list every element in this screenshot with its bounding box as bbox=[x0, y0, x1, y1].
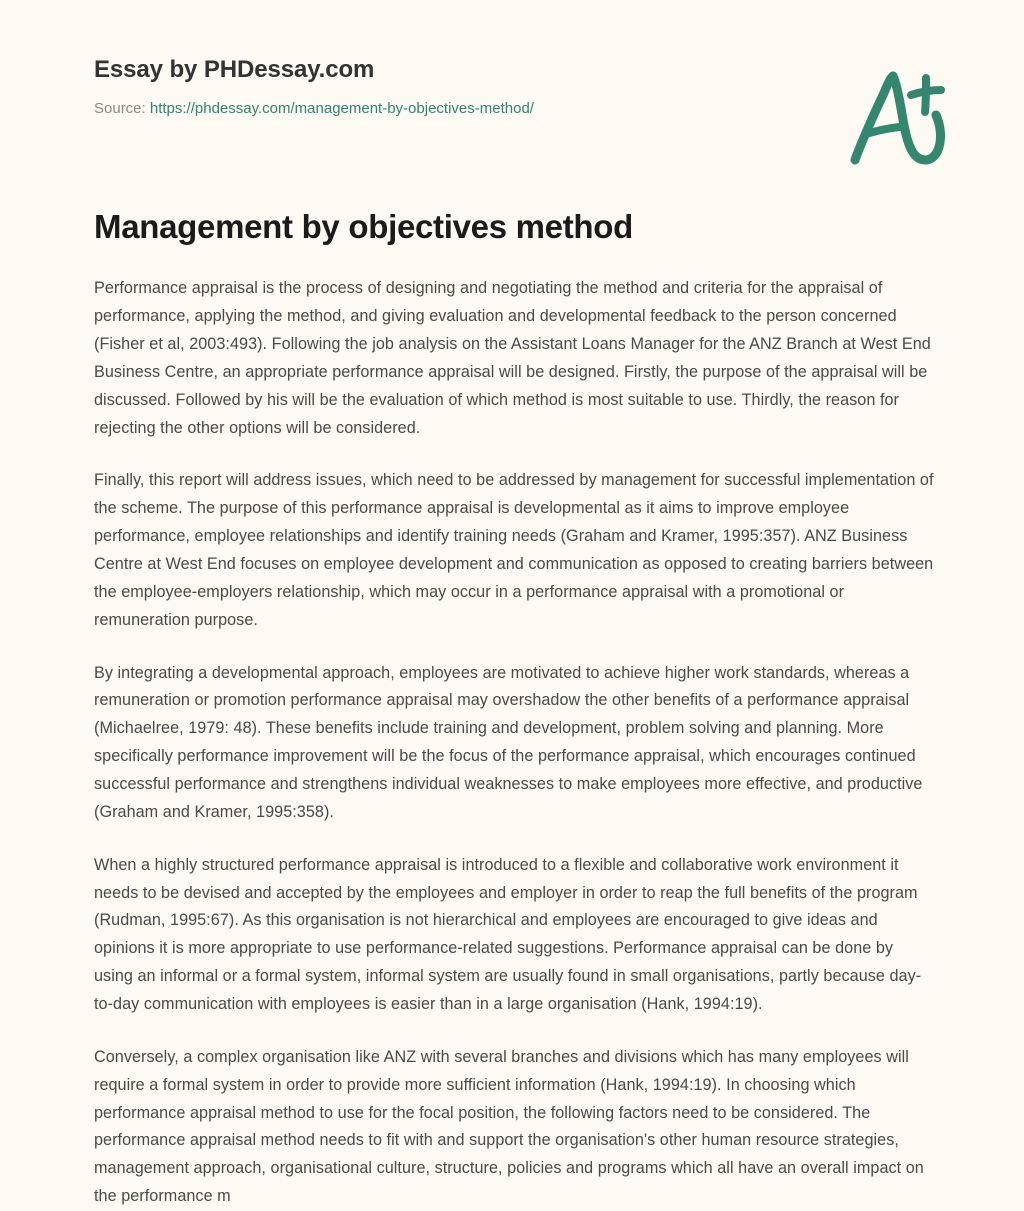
a-plus-logo-glyph bbox=[842, 62, 952, 174]
paragraph: Conversely, a complex organisation like ANZ with several branches and divisions which has many employees will require a formal system in order to provide more sufficient information (Hank, 1994:19). In choosing which performance appraisal method to use for the focal position, the following factors need to be considered. The performance appraisal method needs to fit with and support the organisation's other human resource strategies, management approach, organisational culture, structure, policies and programs which all have an overall impact on the performance m bbox=[94, 1047, 924, 1206]
brand-title: Essay by PHDessay.com bbox=[94, 56, 375, 83]
source-line bbox=[94, 99, 930, 119]
paragraph: Finally, this report will address issues, which need to be addressed by management for successful implementation of the scheme. The purpose of this performance appraisal is developmental as it aims to improve employee performance, employee relationships and identify training needs (Graham and Kramer, 1995:357). ANZ Business Centre at West End focuses on employee development and communication as opposed to creating barriers between the employee-employers relationship, which may occur in a performance appraisal with a promotional or remuneration purpose. bbox=[94, 471, 934, 629]
article bbox=[94, 206, 934, 1211]
a-plus-logo-icon bbox=[842, 62, 952, 174]
source-label: Source: bbox=[94, 99, 146, 117]
article-body bbox=[94, 275, 934, 1211]
page-title: Management by objectives method bbox=[94, 208, 633, 245]
paragraph: Performance appraisal is the process of designing and negotiating the method and criteria for the appraisal of performance, applying the method, and giving evaluation and developmental feedback to the person concerned (Fisher et al, 2003:493). Following the job analysis on the Assistant Loans Manager for the ANZ Branch at West End Business Centre, an appropriate performance appraisal will be designed. Firstly, the purpose of the appraisal will be discussed. Followed by his will be the evaluation of which method is most suitable to use. Thirdly, the reason for rejecting the other options will be considered. bbox=[94, 279, 931, 437]
page-header bbox=[94, 56, 930, 118]
paragraph: When a highly structured performance appraisal is introduced to a flexible and collaborative work environment it needs to be devised and accepted by the employees and employer in order to reap the full benefits of the program (Rudman, 1995:67). As this organisation is not hierarchical and employees are encouraged to give ideas and opinions it is more appropriate to use performance-related suggestions. Performance appraisal can be done by using an informal or a formal system, informal system are usually found in small organisations, partly because day-to-day communication with employees is easier than in a large organisation (Hank, 1994:19). bbox=[94, 855, 922, 1014]
paragraph: By integrating a developmental approach, employees are motivated to achieve higher work standards, whereas a remuneration or promotion performance appraisal may overshadow the other benefits of a performance appraisal (Michaelree, 1979: 48). These benefits include training and development, problem solving and planning. More specifically performance improvement will be the focus of the performance appraisal, which encourages continued successful performance and strengthens individual weaknesses to make employees more effective, and productive (Graham and Kramer, 1995:358). bbox=[94, 663, 923, 821]
source-url-link[interactable]: https://phdessay.com/management-by-objectives-method/ bbox=[149, 99, 534, 117]
